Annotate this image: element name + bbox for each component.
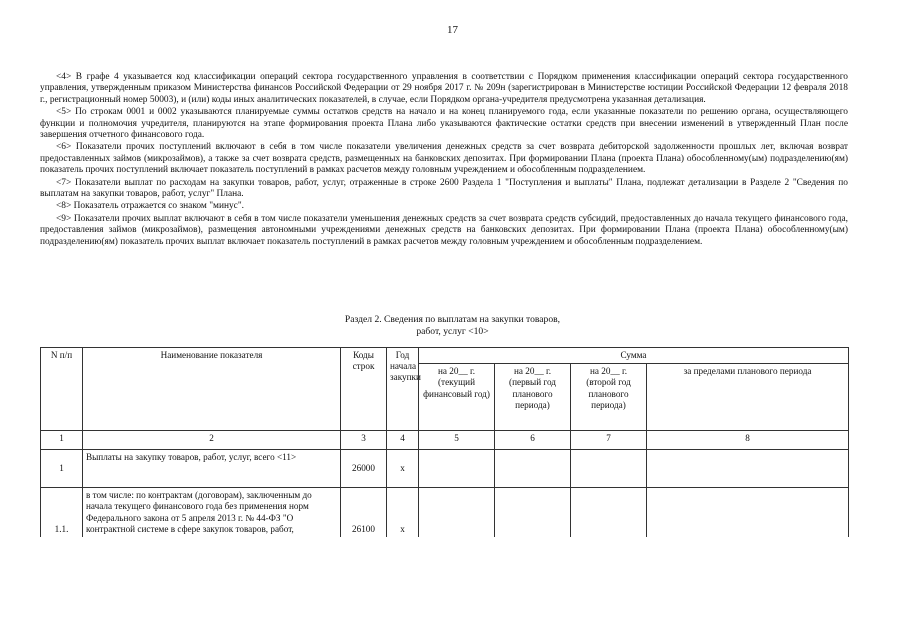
row-year: x bbox=[387, 488, 419, 537]
header-current-year: на 20__ г. (текущий финансовый год) bbox=[419, 364, 495, 431]
cell-beyond-period bbox=[647, 450, 849, 488]
cell-first-plan-year bbox=[495, 488, 571, 537]
table-row bbox=[41, 450, 849, 488]
col-number: 5 bbox=[419, 431, 495, 450]
header-first-plan-year: на 20__ г. (первый год планового периода) bbox=[495, 364, 571, 431]
table-row bbox=[41, 488, 849, 537]
header-second-plan-year: на 20__ г. (второй год планового периода) bbox=[571, 364, 647, 431]
row-code: 26100 bbox=[341, 488, 387, 537]
payments-table bbox=[40, 347, 849, 537]
col-number: 2 bbox=[83, 431, 341, 450]
cell-current-year bbox=[419, 488, 495, 537]
row-name: в том числе: по контрактам (договорам), заключенным до начала текущего финансового года без применения норм Федерального закона от 5 апреля 2013 г. № 44-ФЗ "О контрактной системе в сфере закупок товаров, работ, bbox=[83, 488, 341, 537]
footnote-5: <5> По строкам 0001 и 0002 указываются планируемые суммы остатков средств на начало и на конец планируемого года, если указанные показатели по решению органа, осуществляющего функции и полномочия учредителя, планируются на этапе формирования проекта Плана либо указываются фактические остатки средств при внесении изменений в утвержденный План после завершения отчетного финансового года. bbox=[40, 107, 848, 141]
header-name: Наименование показателя bbox=[83, 348, 341, 431]
cell-first-plan-year bbox=[495, 450, 571, 488]
header-year: Год начала закупки bbox=[387, 348, 419, 431]
cell-beyond-period bbox=[647, 488, 849, 537]
row-num: 1.1. bbox=[41, 488, 83, 537]
header-beyond-period: за пределами планового периода bbox=[647, 364, 849, 431]
cell-second-plan-year bbox=[571, 450, 647, 488]
cell-second-plan-year bbox=[571, 488, 647, 537]
footnote-4: <4> В графе 4 указывается код классификации операций сектора государственного управления в соответствии с Порядком применения классификации операций сектора государственного управления, утвержденным приказом Министерства финансов Российской Федерации от 29 ноября 2017 г. № 209н (зарегистрирован в Министерстве юстиции Российской Федерации 12 февраля 2018 г., регистрационный номер 50003), и (или) коды иных аналитических показателей, в случае, если Порядком органа-учредителя предусмотрена указанная детализация. bbox=[40, 72, 848, 105]
header-num: N п/п bbox=[41, 348, 83, 431]
header-code: Коды строк bbox=[341, 348, 387, 431]
col-number: 6 bbox=[495, 431, 571, 450]
footnotes bbox=[40, 72, 848, 249]
row-code: 26000 bbox=[341, 450, 387, 488]
col-number: 8 bbox=[647, 431, 849, 450]
footnote-6: <6> Показатели прочих поступлений включают в себя в том числе показатели увеличения денежных средств за счет возврата дебиторской задолженности прошлых лет, включая возврат предоставленных займов (микрозаймов), а также за счет возврата средств, размещенных на банковских депозитах. При формировании Плана (проекта Плана) обособленному(ым) подразделению(ям) показатель прочих поступлений включает показатель поступлений в рамках расчетов между головным учреждением и обособленным подразделением. bbox=[40, 142, 848, 176]
row-year: x bbox=[387, 450, 419, 488]
col-number: 1 bbox=[41, 431, 83, 450]
col-number: 7 bbox=[571, 431, 647, 450]
row-name: Выплаты на закупку товаров, работ, услуг, всего <11> bbox=[83, 450, 341, 488]
section-title-line2: работ, услуг <10> bbox=[416, 326, 489, 337]
page-number: 17 bbox=[447, 24, 458, 36]
column-numbers-row bbox=[41, 431, 849, 450]
footnote-8: <8> Показатель отражается со знаком "минус". bbox=[56, 201, 245, 212]
col-number: 3 bbox=[341, 431, 387, 450]
row-num: 1 bbox=[41, 450, 83, 488]
footnote-9: <9> Показатели прочих выплат включают в себя в том числе показатели уменьшения денежных средств за счет возврата средств субсидий, предоставленных до начала текущего финансового года, предоставления займов (микрозаймов), размещения автономными учреждениями денежных средств на банковских депозитах. При формировании Плана (проекта Плана) обособленному(ым) подразделению(ям) показатель прочих выплат включает показатель поступлений в рамках расчетов между головным учреждением и обособленным подразделением. bbox=[40, 213, 848, 247]
section-title-line1: Раздел 2. Сведения по выплатам на закупки товаров, bbox=[344, 314, 561, 325]
header-sum: Сумма bbox=[419, 348, 849, 364]
section-title bbox=[0, 314, 905, 338]
col-number: 4 bbox=[387, 431, 419, 450]
cell-current-year bbox=[419, 450, 495, 488]
footnote-7: <7> Показатели выплат по расходам на закупки товаров, работ, услуг, отраженные в строке 2600 Раздела 1 "Поступления и выплаты" Плана, подлежат детализации в Разделе 2 "Сведения по выплатам на закупки товаров, работ, услуг" Плана. bbox=[40, 177, 848, 200]
